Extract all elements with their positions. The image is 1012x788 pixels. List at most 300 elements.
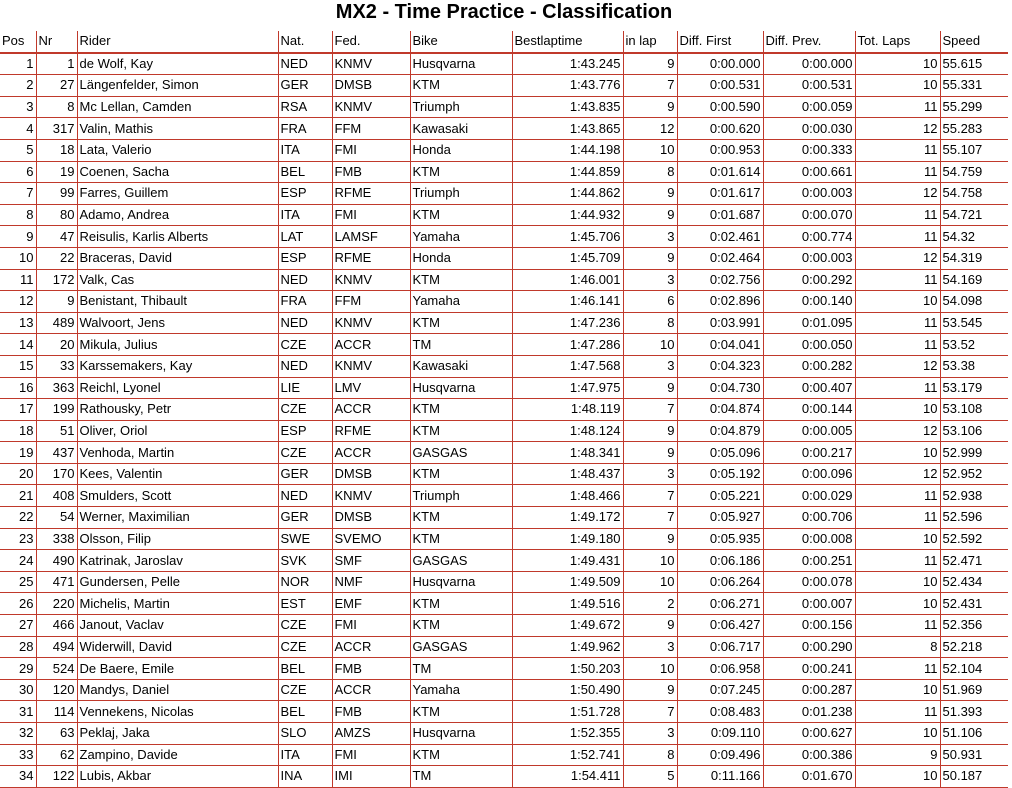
- cell-bike: Yamaha: [410, 226, 512, 248]
- cell-pos: 15: [0, 355, 36, 377]
- cell-rider: Karssemakers, Kay: [77, 355, 278, 377]
- cell-nr: 466: [36, 615, 77, 637]
- cell-bestlaptime: 1:47.975: [512, 377, 623, 399]
- cell-diff-prev: 0:00.706: [763, 507, 855, 529]
- cell-bike: Triumph: [410, 485, 512, 507]
- cell-diff-prev: 0:00.029: [763, 485, 855, 507]
- cell-bike: Husqvarna: [410, 723, 512, 745]
- table-row: [0, 571, 1008, 593]
- cell-diff-first: 0:05.221: [677, 485, 763, 507]
- cell-nat: CZE: [278, 636, 332, 658]
- cell-rider: Valk, Cas: [77, 269, 278, 291]
- cell-bestlaptime: 1:43.776: [512, 75, 623, 97]
- cell-speed: 53.106: [940, 420, 1008, 442]
- table-row: [0, 269, 1008, 291]
- cell-pos: 27: [0, 615, 36, 637]
- cell-nr: 489: [36, 312, 77, 334]
- cell-diff-first: 0:06.427: [677, 615, 763, 637]
- cell-pos: 26: [0, 593, 36, 615]
- cell-diff-first: 0:05.192: [677, 463, 763, 485]
- cell-nat: GER: [278, 507, 332, 529]
- cell-tot-laps: 11: [855, 161, 940, 183]
- cell-fed: FFM: [332, 291, 410, 313]
- cell-diff-prev: 0:00.627: [763, 723, 855, 745]
- cell-diff-first: 0:11.166: [677, 766, 763, 788]
- cell-in-lap: 7: [623, 399, 677, 421]
- cell-speed: 55.331: [940, 75, 1008, 97]
- cell-pos: 28: [0, 636, 36, 658]
- cell-speed: 53.545: [940, 312, 1008, 334]
- cell-in-lap: 2: [623, 593, 677, 615]
- cell-rider: Mikula, Julius: [77, 334, 278, 356]
- cell-bestlaptime: 1:44.932: [512, 204, 623, 226]
- cell-fed: FMB: [332, 701, 410, 723]
- cell-bike: Husqvarna: [410, 377, 512, 399]
- cell-bike: KTM: [410, 593, 512, 615]
- cell-bike: TM: [410, 658, 512, 680]
- cell-tot-laps: 11: [855, 658, 940, 680]
- table-row: [0, 615, 1008, 637]
- col-header-fed: Fed.: [332, 31, 410, 53]
- cell-fed: FMB: [332, 161, 410, 183]
- cell-nr: 54: [36, 507, 77, 529]
- cell-bestlaptime: 1:50.490: [512, 679, 623, 701]
- cell-diff-prev: 0:00.407: [763, 377, 855, 399]
- cell-nat: LIE: [278, 377, 332, 399]
- cell-diff-prev: 0:00.774: [763, 226, 855, 248]
- cell-bestlaptime: 1:44.198: [512, 139, 623, 161]
- table-row: [0, 312, 1008, 334]
- cell-in-lap: 6: [623, 291, 677, 313]
- cell-speed: 52.952: [940, 463, 1008, 485]
- cell-bike: GASGAS: [410, 442, 512, 464]
- cell-in-lap: 9: [623, 528, 677, 550]
- cell-diff-prev: 0:00.059: [763, 96, 855, 118]
- cell-nat: BEL: [278, 161, 332, 183]
- cell-tot-laps: 11: [855, 96, 940, 118]
- col-header-pos: Pos: [0, 31, 36, 53]
- cell-pos: 32: [0, 723, 36, 745]
- cell-bestlaptime: 1:49.431: [512, 550, 623, 572]
- cell-tot-laps: 10: [855, 442, 940, 464]
- cell-diff-first: 0:04.730: [677, 377, 763, 399]
- cell-fed: ACCR: [332, 679, 410, 701]
- cell-speed: 55.299: [940, 96, 1008, 118]
- cell-speed: 54.32: [940, 226, 1008, 248]
- cell-diff-first: 0:06.958: [677, 658, 763, 680]
- cell-pos: 5: [0, 139, 36, 161]
- cell-in-lap: 7: [623, 507, 677, 529]
- cell-nr: 33: [36, 355, 77, 377]
- cell-fed: SMF: [332, 550, 410, 572]
- table-row: [0, 75, 1008, 97]
- cell-diff-first: 0:06.264: [677, 571, 763, 593]
- cell-diff-prev: 0:01.238: [763, 701, 855, 723]
- cell-diff-prev: 0:00.030: [763, 118, 855, 140]
- cell-bestlaptime: 1:48.124: [512, 420, 623, 442]
- cell-diff-prev: 0:00.070: [763, 204, 855, 226]
- cell-in-lap: 3: [623, 723, 677, 745]
- cell-nr: 62: [36, 744, 77, 766]
- cell-speed: 53.179: [940, 377, 1008, 399]
- table-row: [0, 463, 1008, 485]
- cell-diff-prev: 0:00.282: [763, 355, 855, 377]
- cell-fed: KNMV: [332, 53, 410, 75]
- cell-diff-first: 0:00.000: [677, 53, 763, 75]
- cell-bestlaptime: 1:46.001: [512, 269, 623, 291]
- cell-diff-first: 0:07.245: [677, 679, 763, 701]
- cell-bike: KTM: [410, 312, 512, 334]
- cell-nr: 63: [36, 723, 77, 745]
- cell-pos: 8: [0, 204, 36, 226]
- cell-bestlaptime: 1:47.286: [512, 334, 623, 356]
- cell-pos: 14: [0, 334, 36, 356]
- cell-rider: Zampino, Davide: [77, 744, 278, 766]
- table-row: [0, 507, 1008, 529]
- cell-in-lap: 9: [623, 442, 677, 464]
- cell-in-lap: 10: [623, 334, 677, 356]
- cell-tot-laps: 9: [855, 744, 940, 766]
- cell-diff-prev: 0:00.217: [763, 442, 855, 464]
- col-header-bike: Bike: [410, 31, 512, 53]
- cell-diff-prev: 0:00.156: [763, 615, 855, 637]
- cell-nr: 338: [36, 528, 77, 550]
- cell-speed: 51.106: [940, 723, 1008, 745]
- cell-fed: RFME: [332, 183, 410, 205]
- cell-pos: 34: [0, 766, 36, 788]
- cell-bike: Husqvarna: [410, 571, 512, 593]
- cell-rider: Peklaj, Jaka: [77, 723, 278, 745]
- cell-fed: LAMSF: [332, 226, 410, 248]
- cell-nat: SLO: [278, 723, 332, 745]
- cell-tot-laps: 11: [855, 615, 940, 637]
- cell-nr: 199: [36, 399, 77, 421]
- cell-bike: Kawasaki: [410, 118, 512, 140]
- cell-nat: ITA: [278, 139, 332, 161]
- table-row: [0, 355, 1008, 377]
- cell-rider: Rathousky, Petr: [77, 399, 278, 421]
- cell-nr: 114: [36, 701, 77, 723]
- cell-diff-prev: 0:00.531: [763, 75, 855, 97]
- cell-fed: SVEMO: [332, 528, 410, 550]
- cell-nr: 20: [36, 334, 77, 356]
- cell-bestlaptime: 1:45.706: [512, 226, 623, 248]
- cell-diff-prev: 0:00.008: [763, 528, 855, 550]
- cell-rider: Mc Lellan, Camden: [77, 96, 278, 118]
- cell-bestlaptime: 1:50.203: [512, 658, 623, 680]
- cell-nr: 47: [36, 226, 77, 248]
- cell-fed: KNMV: [332, 485, 410, 507]
- cell-bestlaptime: 1:54.411: [512, 766, 623, 788]
- cell-diff-prev: 0:00.292: [763, 269, 855, 291]
- cell-diff-first: 0:04.874: [677, 399, 763, 421]
- cell-nr: 122: [36, 766, 77, 788]
- cell-bestlaptime: 1:47.236: [512, 312, 623, 334]
- cell-bestlaptime: 1:48.119: [512, 399, 623, 421]
- cell-tot-laps: 11: [855, 226, 940, 248]
- cell-in-lap: 7: [623, 75, 677, 97]
- cell-tot-laps: 11: [855, 550, 940, 572]
- cell-pos: 6: [0, 161, 36, 183]
- cell-fed: ACCR: [332, 334, 410, 356]
- cell-fed: IMI: [332, 766, 410, 788]
- cell-bike: GASGAS: [410, 636, 512, 658]
- cell-nat: NED: [278, 485, 332, 507]
- cell-speed: 55.615: [940, 53, 1008, 75]
- cell-speed: 51.393: [940, 701, 1008, 723]
- cell-tot-laps: 12: [855, 183, 940, 205]
- cell-diff-prev: 0:00.050: [763, 334, 855, 356]
- cell-bestlaptime: 1:51.728: [512, 701, 623, 723]
- cell-tot-laps: 11: [855, 204, 940, 226]
- cell-in-lap: 8: [623, 744, 677, 766]
- cell-nr: 408: [36, 485, 77, 507]
- cell-diff-first: 0:08.483: [677, 701, 763, 723]
- col-header-diff-first: Diff. First: [677, 31, 763, 53]
- cell-rider: De Baere, Emile: [77, 658, 278, 680]
- cell-tot-laps: 12: [855, 118, 940, 140]
- page-title: MX2 - Time Practice - Classification: [335, 1, 673, 23]
- cell-rider: Lubis, Akbar: [77, 766, 278, 788]
- cell-diff-prev: 0:00.078: [763, 571, 855, 593]
- cell-speed: 54.169: [940, 269, 1008, 291]
- cell-nr: 363: [36, 377, 77, 399]
- table-row: [0, 550, 1008, 572]
- cell-rider: Walvoort, Jens: [77, 312, 278, 334]
- cell-nr: 220: [36, 593, 77, 615]
- cell-fed: KNMV: [332, 96, 410, 118]
- cell-bestlaptime: 1:43.245: [512, 53, 623, 75]
- cell-speed: 54.721: [940, 204, 1008, 226]
- cell-rider: Reichl, Lyonel: [77, 377, 278, 399]
- col-header-rider: Rider: [77, 31, 278, 53]
- cell-tot-laps: 11: [855, 269, 940, 291]
- cell-rider: Katrinak, Jaroslav: [77, 550, 278, 572]
- cell-bestlaptime: 1:44.859: [512, 161, 623, 183]
- cell-in-lap: 9: [623, 377, 677, 399]
- col-header-diff-prev: Diff. Prev.: [763, 31, 855, 53]
- table-row: [0, 485, 1008, 507]
- cell-nat: NED: [278, 53, 332, 75]
- cell-diff-prev: 0:00.333: [763, 139, 855, 161]
- cell-fed: KNMV: [332, 355, 410, 377]
- cell-speed: 55.107: [940, 139, 1008, 161]
- cell-bestlaptime: 1:43.835: [512, 96, 623, 118]
- cell-pos: 17: [0, 399, 36, 421]
- cell-speed: 50.931: [940, 744, 1008, 766]
- cell-tot-laps: 11: [855, 139, 940, 161]
- cell-tot-laps: 12: [855, 247, 940, 269]
- cell-pos: 29: [0, 658, 36, 680]
- cell-bestlaptime: 1:52.741: [512, 744, 623, 766]
- cell-pos: 16: [0, 377, 36, 399]
- cell-fed: FFM: [332, 118, 410, 140]
- cell-fed: DMSB: [332, 463, 410, 485]
- cell-nr: 1: [36, 53, 77, 75]
- cell-speed: 52.596: [940, 507, 1008, 529]
- col-header-nat: Nat.: [278, 31, 332, 53]
- cell-nat: GER: [278, 75, 332, 97]
- cell-rider: Janout, Vaclav: [77, 615, 278, 637]
- cell-bestlaptime: 1:49.962: [512, 636, 623, 658]
- classification-table: [0, 31, 1008, 788]
- cell-nr: 471: [36, 571, 77, 593]
- cell-tot-laps: 10: [855, 571, 940, 593]
- cell-diff-first: 0:01.617: [677, 183, 763, 205]
- cell-diff-prev: 0:00.140: [763, 291, 855, 313]
- cell-nat: NED: [278, 355, 332, 377]
- cell-speed: 51.969: [940, 679, 1008, 701]
- cell-rider: Lata, Valerio: [77, 139, 278, 161]
- cell-rider: Gundersen, Pelle: [77, 571, 278, 593]
- cell-rider: Olsson, Filip: [77, 528, 278, 550]
- table-row: [0, 723, 1008, 745]
- cell-diff-first: 0:05.927: [677, 507, 763, 529]
- cell-diff-prev: 0:00.241: [763, 658, 855, 680]
- cell-rider: Valin, Mathis: [77, 118, 278, 140]
- cell-rider: Adamo, Andrea: [77, 204, 278, 226]
- cell-diff-prev: 0:00.386: [763, 744, 855, 766]
- cell-diff-prev: 0:00.661: [763, 161, 855, 183]
- table-row: [0, 399, 1008, 421]
- cell-bestlaptime: 1:43.865: [512, 118, 623, 140]
- cell-fed: DMSB: [332, 75, 410, 97]
- cell-tot-laps: 10: [855, 291, 940, 313]
- cell-diff-first: 0:06.271: [677, 593, 763, 615]
- cell-pos: 10: [0, 247, 36, 269]
- cell-in-lap: 8: [623, 161, 677, 183]
- cell-in-lap: 10: [623, 658, 677, 680]
- cell-nr: 18: [36, 139, 77, 161]
- cell-diff-first: 0:02.461: [677, 226, 763, 248]
- table-row: [0, 636, 1008, 658]
- cell-nat: NED: [278, 312, 332, 334]
- cell-nat: GER: [278, 463, 332, 485]
- cell-fed: LMV: [332, 377, 410, 399]
- cell-nr: 51: [36, 420, 77, 442]
- cell-speed: 52.592: [940, 528, 1008, 550]
- cell-tot-laps: 8: [855, 636, 940, 658]
- cell-diff-first: 0:00.953: [677, 139, 763, 161]
- cell-tot-laps: 10: [855, 53, 940, 75]
- cell-pos: 23: [0, 528, 36, 550]
- cell-bike: KTM: [410, 75, 512, 97]
- cell-fed: FMI: [332, 204, 410, 226]
- cell-bike: Yamaha: [410, 291, 512, 313]
- table-row: [0, 53, 1008, 75]
- cell-tot-laps: 11: [855, 377, 940, 399]
- table-row: [0, 420, 1008, 442]
- cell-bike: TM: [410, 766, 512, 788]
- cell-diff-first: 0:04.323: [677, 355, 763, 377]
- cell-pos: 33: [0, 744, 36, 766]
- cell-diff-prev: 0:01.095: [763, 312, 855, 334]
- cell-nr: 99: [36, 183, 77, 205]
- cell-diff-first: 0:03.991: [677, 312, 763, 334]
- cell-diff-first: 0:01.614: [677, 161, 763, 183]
- table-row: [0, 291, 1008, 313]
- cell-in-lap: 9: [623, 183, 677, 205]
- cell-bestlaptime: 1:47.568: [512, 355, 623, 377]
- cell-nr: 22: [36, 247, 77, 269]
- cell-nr: 170: [36, 463, 77, 485]
- cell-fed: KNMV: [332, 312, 410, 334]
- cell-nr: 27: [36, 75, 77, 97]
- cell-diff-first: 0:06.717: [677, 636, 763, 658]
- cell-bike: KTM: [410, 507, 512, 529]
- cell-nat: RSA: [278, 96, 332, 118]
- cell-fed: RFME: [332, 247, 410, 269]
- cell-speed: 52.471: [940, 550, 1008, 572]
- cell-speed: 52.218: [940, 636, 1008, 658]
- cell-bestlaptime: 1:48.466: [512, 485, 623, 507]
- cell-bestlaptime: 1:46.141: [512, 291, 623, 313]
- cell-in-lap: 3: [623, 269, 677, 291]
- cell-nat: CZE: [278, 442, 332, 464]
- cell-in-lap: 8: [623, 312, 677, 334]
- cell-diff-prev: 0:00.007: [763, 593, 855, 615]
- cell-fed: KNMV: [332, 269, 410, 291]
- cell-fed: FMI: [332, 615, 410, 637]
- cell-rider: Smulders, Scott: [77, 485, 278, 507]
- cell-pos: 19: [0, 442, 36, 464]
- cell-bike: KTM: [410, 269, 512, 291]
- cell-rider: Werner, Maximilian: [77, 507, 278, 529]
- cell-nr: 19: [36, 161, 77, 183]
- cell-rider: Längenfelder, Simon: [77, 75, 278, 97]
- cell-diff-first: 0:00.531: [677, 75, 763, 97]
- cell-bike: Triumph: [410, 183, 512, 205]
- cell-speed: 53.108: [940, 399, 1008, 421]
- cell-pos: 9: [0, 226, 36, 248]
- cell-speed: 54.098: [940, 291, 1008, 313]
- cell-bike: Honda: [410, 247, 512, 269]
- cell-bike: KTM: [410, 615, 512, 637]
- cell-diff-prev: 0:00.005: [763, 420, 855, 442]
- cell-bestlaptime: 1:48.437: [512, 463, 623, 485]
- cell-nat: BEL: [278, 658, 332, 680]
- cell-diff-first: 0:04.041: [677, 334, 763, 356]
- cell-bike: KTM: [410, 744, 512, 766]
- cell-rider: Kees, Valentin: [77, 463, 278, 485]
- cell-tot-laps: 11: [855, 312, 940, 334]
- cell-tot-laps: 10: [855, 723, 940, 745]
- table-row: [0, 161, 1008, 183]
- cell-rider: Braceras, David: [77, 247, 278, 269]
- cell-rider: Benistant, Thibault: [77, 291, 278, 313]
- cell-fed: ACCR: [332, 636, 410, 658]
- table-row: [0, 442, 1008, 464]
- col-header-in-lap: in lap: [623, 31, 677, 53]
- cell-in-lap: 7: [623, 485, 677, 507]
- cell-in-lap: 10: [623, 571, 677, 593]
- cell-bike: KTM: [410, 161, 512, 183]
- cell-nat: SVK: [278, 550, 332, 572]
- cell-in-lap: 9: [623, 53, 677, 75]
- cell-tot-laps: 10: [855, 766, 940, 788]
- cell-in-lap: 9: [623, 615, 677, 637]
- cell-tot-laps: 12: [855, 420, 940, 442]
- col-header-tot-laps: Tot. Laps: [855, 31, 940, 53]
- cell-pos: 3: [0, 96, 36, 118]
- cell-speed: 53.52: [940, 334, 1008, 356]
- cell-pos: 20: [0, 463, 36, 485]
- cell-fed: FMI: [332, 744, 410, 766]
- cell-bike: Triumph: [410, 96, 512, 118]
- cell-tot-laps: 11: [855, 701, 940, 723]
- table-row: [0, 377, 1008, 399]
- cell-diff-prev: 0:00.290: [763, 636, 855, 658]
